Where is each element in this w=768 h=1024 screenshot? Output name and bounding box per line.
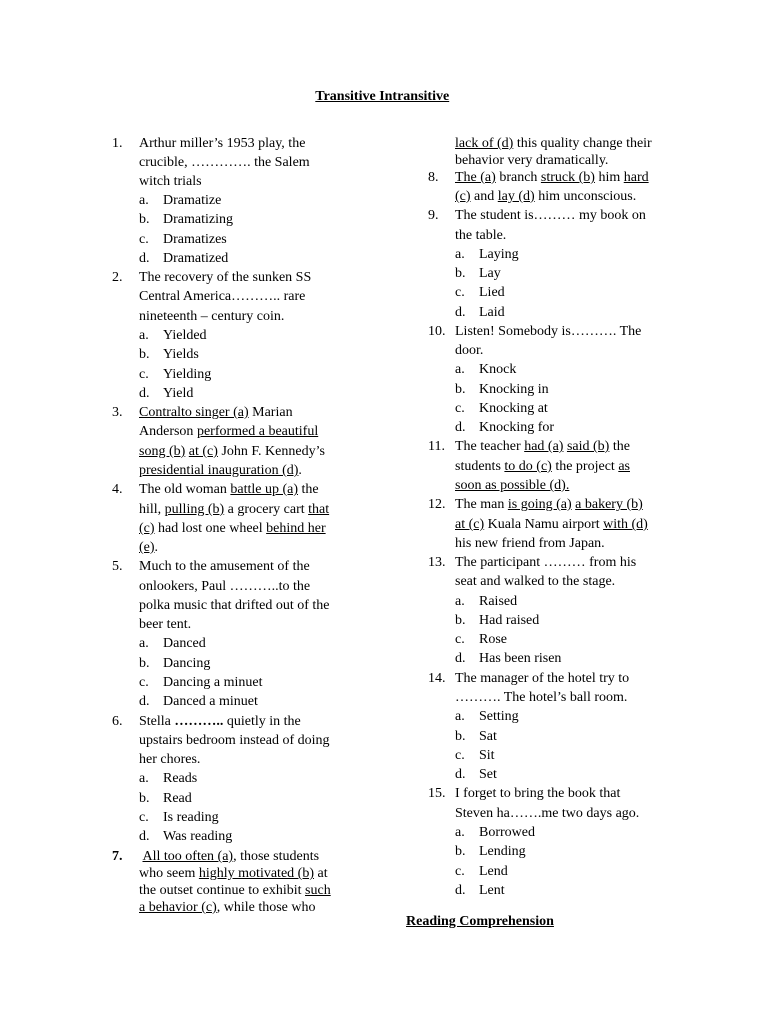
question-text: upstairs bedroom instead of doing [139, 733, 330, 748]
question-number: 1. [112, 136, 123, 151]
question-number: 5. [112, 559, 123, 574]
question-text: The old woman battle up (a) the [139, 482, 319, 497]
question-text: the table. [455, 228, 507, 243]
question-text: (c) had lost one wheel behind her [139, 521, 326, 536]
question-number: 3. [112, 405, 123, 420]
question-text: students to do (c) the project as [455, 459, 630, 474]
question-number: 9. [428, 208, 439, 223]
question-number: 12. [428, 497, 446, 512]
question-text: The recovery of the sunken SS [139, 270, 312, 285]
question-text: soon as possible (d). [455, 478, 570, 493]
question-text: polka music that drifted out of the [139, 598, 330, 613]
question-number: 13. [428, 555, 446, 570]
question-text: Stella ……….. quietly in the [139, 714, 301, 729]
question-number: 8. [428, 170, 439, 185]
question-text: behavior very dramatically. [455, 153, 609, 168]
question-text: Steven ha…….me two days ago. [455, 806, 640, 821]
question-text: seat and walked to the stage. [455, 574, 616, 589]
question-text: The participant ……… from his [455, 555, 637, 570]
question-text: a behavior (c), while those who [139, 900, 316, 915]
question-text: at (c) Kuala Namu airport with (d) [455, 517, 648, 532]
question-text: door. [455, 343, 484, 358]
question-text: hill, pulling (b) a grocery cart that [139, 502, 330, 517]
question-text: Central America……….. rare [139, 289, 306, 304]
question-text: presidential inauguration (d). [139, 463, 302, 478]
question-text: onlookers, Paul ………..to the [139, 579, 311, 594]
question-text: I forget to bring the book that [455, 786, 621, 801]
question-text: Contralto singer (a) Marian [139, 405, 293, 420]
page-title: Transitive Intransitive [315, 89, 450, 104]
question-text: her chores. [139, 752, 201, 767]
question-text: All too often (a), those students [142, 849, 320, 864]
question-text: Much to the amusement of the [139, 559, 310, 574]
question-number: 11. [428, 439, 445, 454]
question-text: The manager of the hotel try to [455, 671, 630, 686]
question-text: crucible, …………. the Salem [139, 155, 310, 170]
question-number: 15. [428, 786, 446, 801]
question-text: The teacher had (a) said (b) the [455, 439, 630, 454]
question-number: 10. [428, 324, 446, 339]
question-text: (e). [139, 540, 159, 555]
question-text: his new friend from Japan. [455, 536, 605, 551]
question-text: the outset continue to exhibit such [139, 883, 331, 898]
question-text: Listen! Somebody is………. The [455, 324, 642, 339]
question-text: ………. The hotel’s ball room. [455, 690, 628, 705]
question-number: 4. [112, 482, 123, 497]
question-number: 6. [112, 714, 123, 729]
section-heading: Reading Comprehension [406, 914, 554, 929]
question-number: 7. [112, 849, 123, 864]
question-text: lack of (d) this quality change their [455, 136, 652, 151]
question-text: The student is……… my book on [455, 208, 646, 223]
question-text: nineteenth – century coin. [139, 309, 285, 324]
question-text: The man is going (a) a bakery (b) [455, 497, 643, 512]
question-text: witch trials [139, 174, 202, 189]
question-text: song (b) at (c) John F. Kennedy’s [139, 444, 325, 459]
question-text: The (a) branch struck (b) him hard [455, 170, 649, 185]
question-text: beer tent. [139, 617, 192, 632]
question-number: 2. [112, 270, 123, 285]
question-text: who seem highly motivated (b) at [139, 866, 328, 881]
question-text: Arthur miller’s 1953 play, the [139, 136, 306, 151]
question-number: 14. [428, 671, 446, 686]
question-text: (c) and lay (d) him unconscious. [455, 189, 637, 204]
question-text: Anderson performed a beautiful [139, 424, 319, 439]
